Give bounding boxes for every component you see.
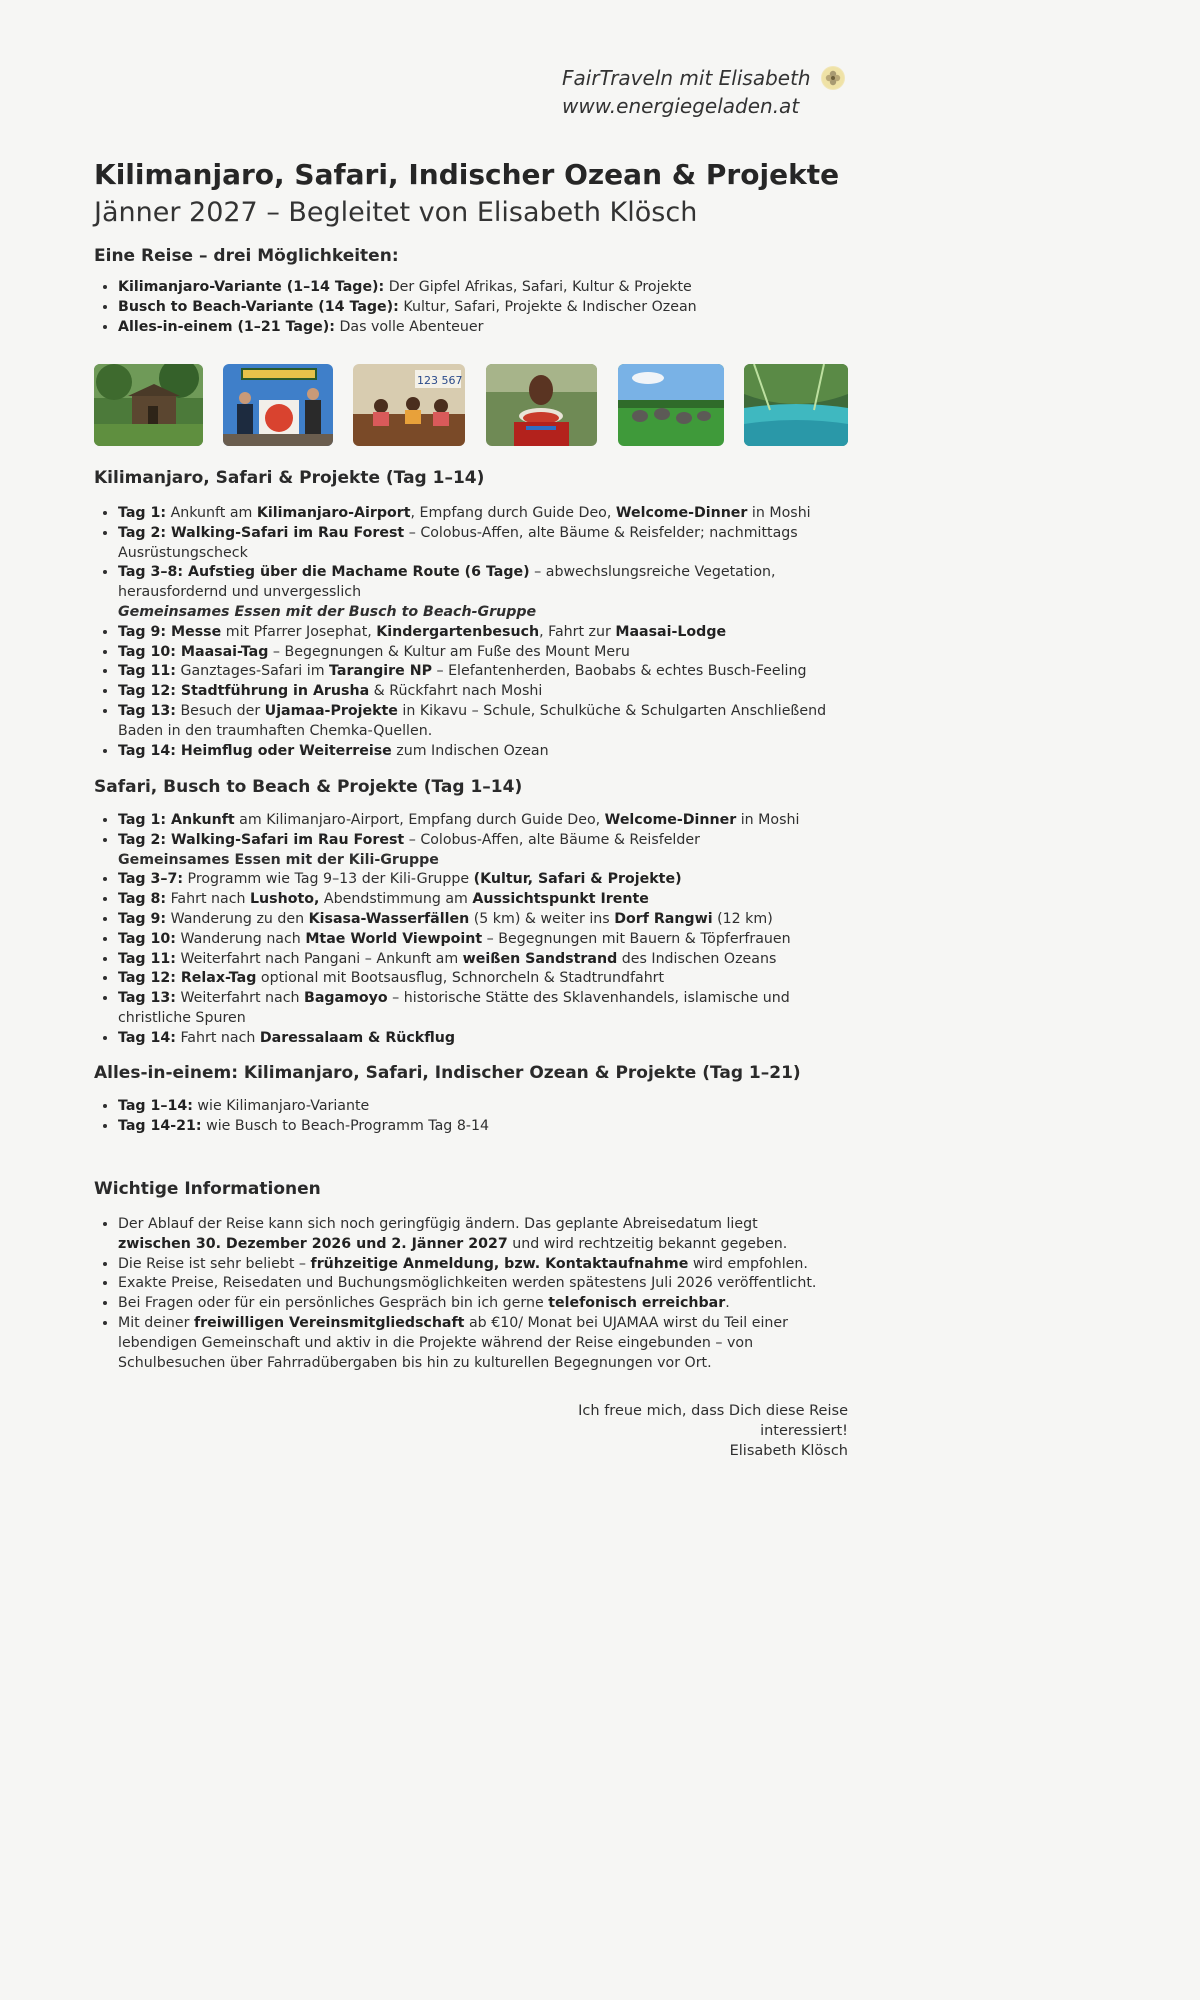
alles-section xyxy=(94,1063,834,1137)
info-heading: Wichtige Informationen xyxy=(94,1179,321,1199)
kili-item: • Tag 13: Besuch der Ujamaa-Projekte in Kikavu – Schule, Schulküche & Schulgarten Anschließend Baden in den traumhaften Chemka-Quellen. xyxy=(118,702,834,742)
svg-text:123 567: 123 567 xyxy=(417,374,463,387)
busch-item: • Tag 2: Walking-Safari im Rau Forest – Colobus-Affen, alte Bäume & Reisfelder Gemeinsames Essen mit der Kili-Gruppe xyxy=(118,831,834,871)
closing xyxy=(509,1401,848,1461)
busch-item: • Tag 10: Wanderung nach Mtae World Viewpoint – Begegnungen mit Bauern & Töpferfrauen xyxy=(118,930,834,950)
kili-item: • Tag 10: Maasai-Tag – Begegnungen & Kultur am Fuße des Mount Meru xyxy=(118,643,834,663)
hut-in-forest-photo xyxy=(94,364,203,446)
brand-header xyxy=(562,64,845,120)
brand-name: FairTraveln mit Elisabeth xyxy=(562,66,811,90)
busch-heading: Safari, Busch to Beach & Projekte (Tag 1–14) xyxy=(94,777,523,797)
busch-item: • Tag 8: Fahrt nach Lushoto, Abendstimmung am Aussichtspunkt Irente xyxy=(118,890,834,910)
elephants-savanna-photo xyxy=(618,364,724,446)
busch-section xyxy=(94,777,834,1049)
info-list xyxy=(94,1215,834,1373)
info-item: • Bei Fragen oder für ein persönliches Gespräch bin ich gerne telefonisch erreichbar. xyxy=(118,1294,834,1314)
kili-item: • Tag 9: Messe mit Pfarrer Josephat, Kindergartenbesuch, Fahrt zur Maasai-Lodge xyxy=(118,623,834,643)
info-section xyxy=(94,1179,834,1373)
info-item: • Die Reise ist sehr beliebt – frühzeitige Anmeldung, bzw. Kontaktaufnahme wird empfohlen. xyxy=(118,1255,834,1275)
photo-strip xyxy=(94,364,848,446)
kili-item: • Tag 1: Ankunft am Kilimanjaro-Airport, Empfang durch Guide Deo, Welcome-Dinner in Moshi xyxy=(118,504,834,524)
options-list xyxy=(94,278,854,337)
option-item: • Busch to Beach-Variante (14 Tage): Kultur, Safari, Projekte & Indischer Ozean xyxy=(118,298,854,318)
busch-item: • Tag 1: Ankunft am Kilimanjaro-Airport, Empfang durch Guide Deo, Welcome-Dinner in Moshi xyxy=(118,811,834,831)
busch-item: • Tag 9: Wanderung zu den Kisasa-Wasserfällen (5 km) & weiter ins Dorf Rangwi (12 km) xyxy=(118,910,834,930)
closing-signature: Elisabeth Klösch xyxy=(729,1443,848,1459)
page-title: Kilimanjaro, Safari, Indischer Ozean & Projekte xyxy=(94,158,840,191)
busch-item-note: Gemeinsames Essen mit der Kili-Gruppe xyxy=(118,851,439,868)
kilimanjaro-summit-group-photo xyxy=(223,364,333,446)
busch-item: • Tag 14: Fahrt nach Daressalaam & Rückflug xyxy=(118,1029,834,1049)
flower-logo-icon xyxy=(821,66,845,90)
brand-url[interactable]: www.energiegeladen.at xyxy=(562,94,800,118)
kili-section xyxy=(94,468,834,761)
busch-item: • Tag 3–7: Programm wie Tag 9–13 der Kili-Gruppe (Kultur, Safari & Projekte) xyxy=(118,870,834,890)
busch-item: • Tag 13: Weiterfahrt nach Bagamoyo – historische Stätte des Sklavenhandels, islamische und christliche Spuren xyxy=(118,989,834,1029)
kili-heading: Kilimanjaro, Safari & Projekte (Tag 1–14) xyxy=(94,468,485,488)
alles-heading: Alles-in-einem: Kilimanjaro, Safari, Indischer Ozean & Projekte (Tag 1–21) xyxy=(94,1063,801,1083)
info-item: • Exakte Preise, Reisedaten und Buchungsmöglichkeiten werden spätestens Juli 2026 veröffentlicht. xyxy=(118,1274,834,1294)
kili-item: • Tag 3–8: Aufstieg über die Machame Route (6 Tage) – abwechslungsreiche Vegetation, herausfordernd und unvergesslich Gemeinsames Essen mit der Busch to Beach-Gruppe xyxy=(118,563,834,622)
document-body xyxy=(94,156,854,337)
kili-item: • Tag 12: Stadtführung in Arusha & Rückfahrt nach Moshi xyxy=(118,682,834,702)
closing-text: Ich freue mich, dass Dich diese Reise interessiert! xyxy=(578,1403,848,1439)
options-heading: Eine Reise – drei Möglichkeiten: xyxy=(94,246,399,266)
info-item: • Mit deiner freiwilligen Vereinsmitgliedschaft ab €10/ Monat bei UJAMAA wirst du Teil einer lebendigen Gemeinschaft und aktiv in die Projekte während der Reise eingebunden – von Schulbesuchen über Fahrradübergaben bis hin zu kulturellen Begegnungen vor Ort. xyxy=(118,1314,834,1373)
school-class-photo xyxy=(353,364,465,446)
maasai-woman-photo xyxy=(486,364,597,446)
option-item: • Kilimanjaro-Variante (1–14 Tage): Der Gipfel Afrikas, Safari, Kultur & Projekte xyxy=(118,278,854,298)
info-item: • Der Ablauf der Reise kann sich noch geringfügig ändern. Das geplante Abreisedatum liegt zwischen 30. Dezember 2026 und 2. Jänner 2027 und wird rechtzeitig bekannt gegeben. xyxy=(118,1215,834,1255)
alles-item: • Tag 1–14: wie Kilimanjaro-Variante xyxy=(118,1097,834,1117)
chemka-springs-photo xyxy=(744,364,848,446)
busch-item: • Tag 11: Weiterfahrt nach Pangani – Ankunft am weißen Sandstrand des Indischen Ozeans xyxy=(118,950,834,970)
busch-item: • Tag 12: Relax-Tag optional mit Bootsausflug, Schnorcheln & Stadtrundfahrt xyxy=(118,969,834,989)
kili-item-note: Gemeinsames Essen mit der Busch to Beach-Gruppe xyxy=(118,603,537,620)
kili-list xyxy=(94,504,834,761)
page-subtitle: Jänner 2027 – Begleitet von Elisabeth Klösch xyxy=(94,197,698,228)
alles-list xyxy=(94,1097,834,1137)
kili-item: • Tag 14: Heimflug oder Weiterreise zum Indischen Ozean xyxy=(118,742,834,762)
busch-list xyxy=(94,811,834,1049)
kili-item: • Tag 2: Walking-Safari im Rau Forest – Colobus-Affen, alte Bäume & Reisfelder; nachmittags Ausrüstungscheck xyxy=(118,524,834,564)
alles-item: • Tag 14-21: wie Busch to Beach-Programm Tag 8-14 xyxy=(118,1117,834,1137)
option-item: • Alles-in-einem (1–21 Tage): Das volle Abenteuer xyxy=(118,318,854,338)
kili-item: • Tag 11: Ganztages-Safari im Tarangire NP – Elefantenherden, Baobabs & echtes Busch-Feeling xyxy=(118,662,834,682)
